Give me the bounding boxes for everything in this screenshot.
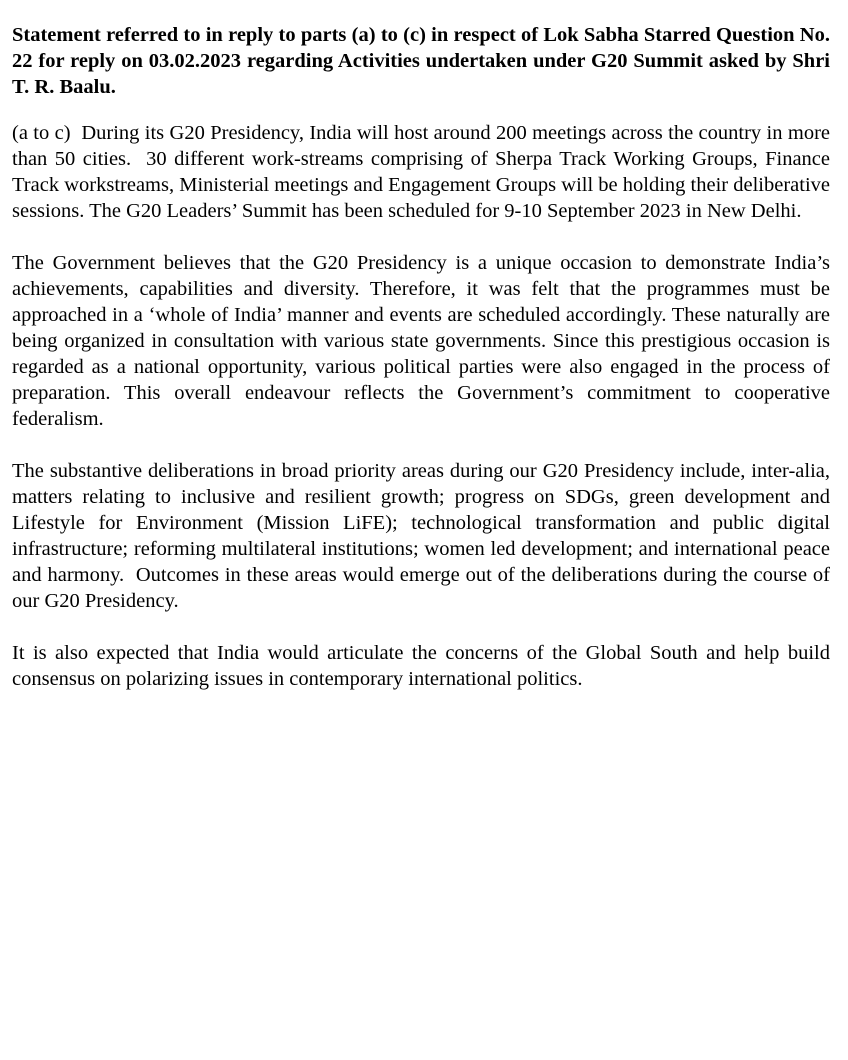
paragraph-whole-of-india: The Government believes that the G20 Presidency is a unique occasion to demonstrate India’s achievements, capabilities and diversity. Therefore, it was felt that the programmes must be approached in a ‘whole of India’ manner and events are scheduled accordingly. These naturally are being organized in consultation with various state governments. Since this prestigious occasion is regarded as a national opportunity, various political parties were also engaged in the process of preparation. This overall endeavour reflects the Government’s commitment to cooperative federalism. [12, 252, 836, 430]
statement-heading: Statement referred to in reply to parts (a) to (c) in respect of Lok Sabha Starred Question No. 22 for reply on 03.02.2023 regarding Activities undertaken under G20 Summit asked by Shri T. R. Baalu. [12, 24, 830, 98]
paragraph-global-south: It is also expected that India would articulate the concerns of the Global South and help build consensus on polarizing issues in contemporary international politics. [12, 642, 836, 690]
paragraph-priority-areas: The substantive deliberations in broad priority areas during our G20 Presidency include, inter-alia, matters relating to inclusive and resilient growth; progress on SDGs, green development and Lifestyle for Environment (Mission LiFE); technological transformation and public digital infrastructure; reforming multilateral institutions; women led development; and international peace and harmony. Outcomes in these areas would emerge out of the deliberations during the course of our G20 Presidency. [12, 460, 836, 612]
document-page [12, 22, 836, 692]
paragraph-meetings: (a to c) During its G20 Presidency, India will host around 200 meetings across the country in more than 50 cities. 30 different work-streams comprising of Sherpa Track Working Groups, Finance Track workstreams, Ministerial meetings and Engagement Groups will be holding their deliberative sessions. The G20 Leaders’ Summit has been scheduled for 9-10 September 2023 in New Delhi. [12, 122, 836, 222]
